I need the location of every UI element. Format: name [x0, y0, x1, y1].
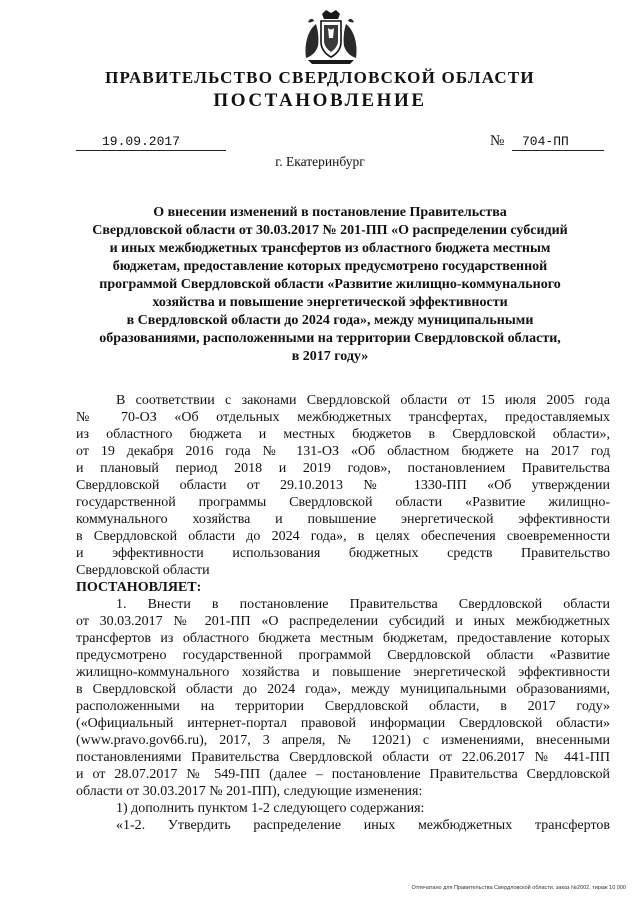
body-line: трансфертов из областного бюджета местным бюджетам, предоставление которых [76, 631, 610, 646]
city: г. Екатеринбург [275, 154, 365, 169]
body-line: постановлениями Правительства Свердловской области от 22.06.2017 № 441-ПП [76, 750, 610, 765]
body-line: расположенными на территории Свердловской области, в 2017 году» [76, 699, 610, 714]
body-line: № 70-ОЗ «Об отдельных межбюджетных трансфертах, предоставляемых [76, 410, 610, 425]
body-line: в Свердловской области до 2024 года», между муниципальными образованиями, [76, 682, 610, 697]
body-line: государственной программы Свердловской области «Развитие жилищно- [76, 495, 610, 510]
heading-line: Свердловской области от 30.03.2017 № 201-ПП «О распределении субсидий [92, 223, 568, 238]
document-date: 19.09.2017 [76, 134, 226, 151]
resolution-body [76, 392, 610, 834]
heading-line: в Свердловской области до 2024 года», между муниципальными [126, 313, 534, 328]
body-line: 1) дополнить пунктом 1-2 следующего содержания: [116, 801, 425, 816]
body-line: («Официальный интернет-портал правовой информации Свердловской области» [76, 716, 610, 731]
document-type: ПОСТАНОВЛЕНИЕ [213, 90, 427, 111]
heading-line: программой Свердловской области «Развитие жилищно-коммунального [99, 277, 561, 292]
body-line: от 30.03.2017 № 201-ПП «О распределении субсидий и иных межбюджетных [76, 614, 610, 629]
document-number: 704-ПП [512, 134, 604, 151]
body-line: 1. Внести в постановление Правительства Свердловской области [116, 597, 610, 612]
coat-of-arms-icon [300, 8, 362, 66]
heading-line: О внесении изменений в постановление Правительства [153, 205, 507, 220]
body-line: Свердловской области [76, 563, 210, 578]
body-line: (www.pravo.gov66.ru), 2017, 3 апреля, № 12021) с изменениями, внесенными [76, 733, 610, 748]
number-label: № [490, 133, 505, 149]
body-line: В соответствии с законами Свердловской области от 15 июля 2005 года [116, 393, 610, 408]
print-footer: Отпечатано для Правительства Свердловской области, заказ №2002, тираж 10 000 [411, 885, 626, 891]
body-line: области от 30.03.2017 № 201-ПП), следующие изменения: [76, 784, 423, 799]
heading-line: и иных межбюджетных трансфертов из областного бюджета местным [109, 241, 551, 256]
body-line: от 19 декабря 2016 года № 131-ОЗ «Об областном бюджете на 2017 год [76, 444, 610, 459]
body-line: из областного бюджета и местных бюджетов в Свердловской области», [76, 427, 610, 442]
resolution-heading [60, 204, 600, 366]
body-line: и эффективности использования бюджетных средств Правительство [76, 546, 610, 561]
body-line: жилищно-коммунального хозяйства и повышение энергетической эффективности [76, 665, 610, 680]
body-line: предусмотрено государственной программой Свердловской области «Развитие [76, 648, 610, 663]
body-line: коммунального хозяйства и повышение энергетической эффективности [76, 512, 610, 527]
heading-line: бюджетам, предоставление которых предусмотрено государственной [112, 259, 548, 274]
body-line: в Свердловской области до 2024 года», в целях обеспечения своевременности [76, 529, 610, 544]
heading-line: хозяйства и повышение энергетической эффективности [152, 295, 508, 310]
heading-line: образованиями, расположенными на территории Свердловской области, [99, 331, 561, 346]
heading-line: в 2017 году» [291, 349, 369, 364]
body-line: «1-2. Утвердить распределение иных межбюджетных трансфертов [116, 818, 610, 833]
body-line: и плановый период 2018 и 2019 годов», постановлением Правительства [76, 461, 610, 476]
body-line: и от 28.07.2017 № 549-ПП (далее – постановление Правительства Свердловской [76, 767, 610, 782]
government-title: ПРАВИТЕЛЬСТВО СВЕРДЛОВСКОЙ ОБЛАСТИ [105, 68, 535, 87]
body-line: Свердловской области от 29.10.2013 № 1330-ПП «Об утверждении [76, 478, 610, 493]
resolves-heading: ПОСТАНОВЛЯЕТ: [76, 580, 202, 595]
